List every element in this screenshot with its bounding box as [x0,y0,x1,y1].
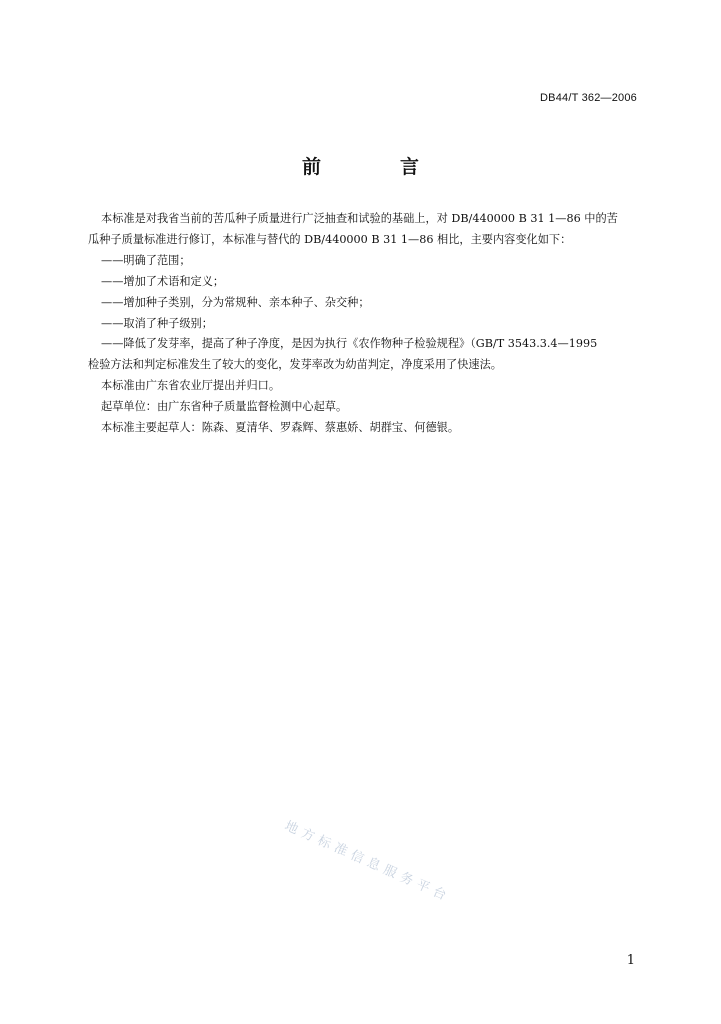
paragraph-line: 本标准主要起草人：陈森、夏清华、罗森辉、蔡惠娇、胡群宝、何德银。 [101,421,460,435]
list-item: ——降低了发芽率，提高了种子净度，是因为执行《农作物种子检验规程》（GB/T 3543.3.4—1995 [101,337,598,351]
paragraph-line: 本标准是对我省当前的苦瓜种子质量进行广泛抽查和试验的基础上，对 DB/440000 B 31 1—86 中的苦 [101,212,618,225]
list-item: ——取消了种子级别； [101,316,213,330]
watermark: 地方标准信息服务平台 [282,818,453,906]
paragraph-line: 瓜种子质量标准进行修订，本标准与替代的 DB/440000 B 31 1—86 相比，主要内容变化如下： [88,232,572,246]
standard-code: DB44/T 362—2006 [540,92,637,104]
page-number: 1 [626,953,635,968]
paragraph-line: 本标准由广东省农业厅提出并归口。 [101,379,281,393]
paragraph-line: 起草单位：由广东省种子质量监督检测中心起草。 [101,400,348,414]
foreword-body [88,209,638,439]
list-item: ——明确了范围； [101,253,191,267]
page-title: 前 言 [301,156,449,178]
paragraph-line: 检验方法和判定标准发生了较大的变化，发芽率改为幼苗判定，净度采用了快速法。 [88,358,502,372]
list-item: ——增加了术语和定义； [101,274,225,288]
list-item: ——增加种子类别，分为常规种、亲本种子、杂交种； [101,295,370,309]
